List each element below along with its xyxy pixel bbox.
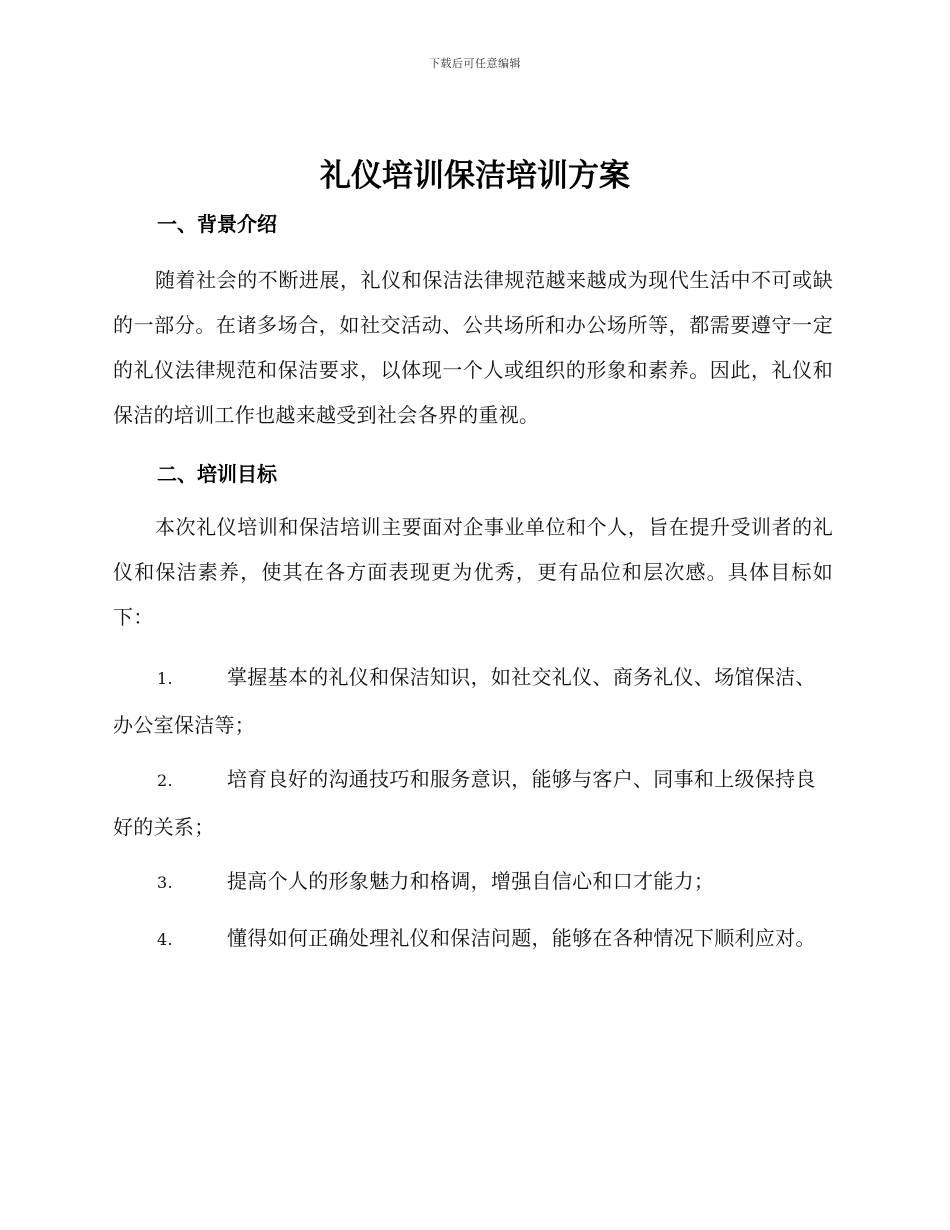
section-heading-goals: 二、培训目标 [157, 462, 277, 486]
list-item-number: 4. [157, 930, 173, 949]
paragraph-background: 随着社会的不断进展，礼仪和保洁法律规范越来越成为现代生活中不可或缺的一部分。在诸多场合，如社交活动、公共场所和办公场所等，都需要遵守一定的礼仪法律规范和保洁要求，以体现一个人或组织的形象和素养。因此，礼仪和保洁的培训工作也越来越受到社会各界的重视。 [113, 268, 833, 427]
page-title: 礼仪培训保洁培训方案 [320, 158, 630, 194]
list-item [113, 654, 833, 748]
list-item-number: 2. [157, 771, 173, 790]
list-item-text: 提高个人的形象魅力和格调，增强自信心和口才能力； [227, 869, 715, 893]
list-item-number: 3. [157, 873, 173, 892]
header-note: 下载后可任意编辑 [429, 57, 521, 70]
section-heading-background: 一、背景介绍 [157, 212, 277, 236]
list-item-text: 掌握基本的礼仪和保洁知识，如社交礼仪、商务礼仪、场馆保洁、办公室保洁等； [113, 665, 816, 737]
list-item-number: 1. [157, 669, 173, 688]
list-item [113, 756, 833, 850]
list-item [113, 858, 833, 906]
list-item-text: 懂得如何正确处理礼仪和保洁问题，能够在各种情况下顺利应对。 [227, 926, 816, 950]
list-item-text: 培育良好的沟通技巧和服务意识，能够与客户、同事和上级保持良好的关系； [113, 767, 816, 839]
paragraph-goals: 本次礼仪培训和保洁培训主要面对企事业单位和个人，旨在提升受训者的礼仪和保洁素养，使其在各方面表现更为优秀，更有品位和层次感。具体目标如下： [113, 515, 833, 629]
list-item [113, 915, 833, 963]
